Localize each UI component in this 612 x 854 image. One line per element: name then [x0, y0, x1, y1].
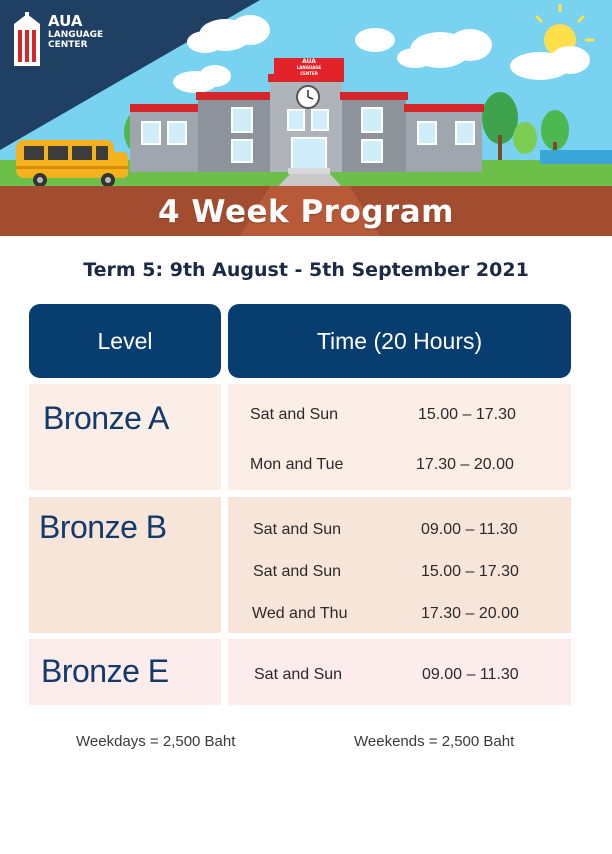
building-sign-line-2: LANGUAGE — [296, 65, 322, 70]
header-time: Time (20 Hours) — [228, 304, 571, 378]
slot-time: 17.30 – 20.00 — [421, 605, 519, 622]
slot-days: Mon and Tue — [250, 456, 344, 473]
slot-days: Sat and Sun — [253, 521, 342, 538]
level-cell-bronze-e — [29, 639, 221, 705]
aua-logo — [10, 12, 130, 72]
header-level: Level — [29, 304, 221, 378]
level-cell-bronze-b — [29, 497, 221, 633]
term-heading: Term 5: 9th August - 5th September 2021 — [83, 259, 529, 281]
building-sign-line-3: CENTER — [300, 71, 318, 76]
weekends-price: Weekends = 2,500 Baht — [354, 733, 515, 750]
logo-text — [48, 12, 103, 50]
level-cell-bronze-a — [29, 384, 221, 490]
level-name: Bronze B — [39, 509, 167, 545]
slot-time: 15.00 – 17.30 — [418, 406, 516, 423]
slot-days: Wed and Thu — [252, 605, 348, 622]
slot-days: Sat and Sun — [253, 563, 342, 580]
logo-sub-1: LANGUAGE — [48, 30, 104, 40]
building-sign — [274, 59, 344, 77]
slot-time: 15.00 – 17.30 — [421, 563, 519, 580]
slot-days: Sat and Sun — [250, 406, 339, 423]
slot-days: Sat and Sun — [254, 666, 343, 683]
logo-main: AUA — [48, 12, 83, 30]
slot-time: 09.00 – 11.30 — [421, 521, 518, 538]
program-title: 4 Week Program — [158, 194, 454, 230]
level-name: Bronze A — [43, 400, 169, 436]
building-sign-line-1: AUA — [302, 58, 316, 65]
time-cell-bronze-b — [228, 497, 571, 633]
crest-icon — [10, 12, 44, 68]
weekdays-price: Weekdays = 2,500 Baht — [76, 733, 236, 750]
time-cell-bronze-a — [228, 384, 571, 490]
header-banner — [0, 0, 612, 236]
slot-time: 09.00 – 11.30 — [422, 666, 519, 683]
logo-sub-2: CENTER — [48, 40, 88, 50]
time-cell-bronze-e — [228, 639, 571, 705]
level-name: Bronze E — [41, 653, 169, 689]
slot-time: 17.30 – 20.00 — [416, 456, 514, 473]
